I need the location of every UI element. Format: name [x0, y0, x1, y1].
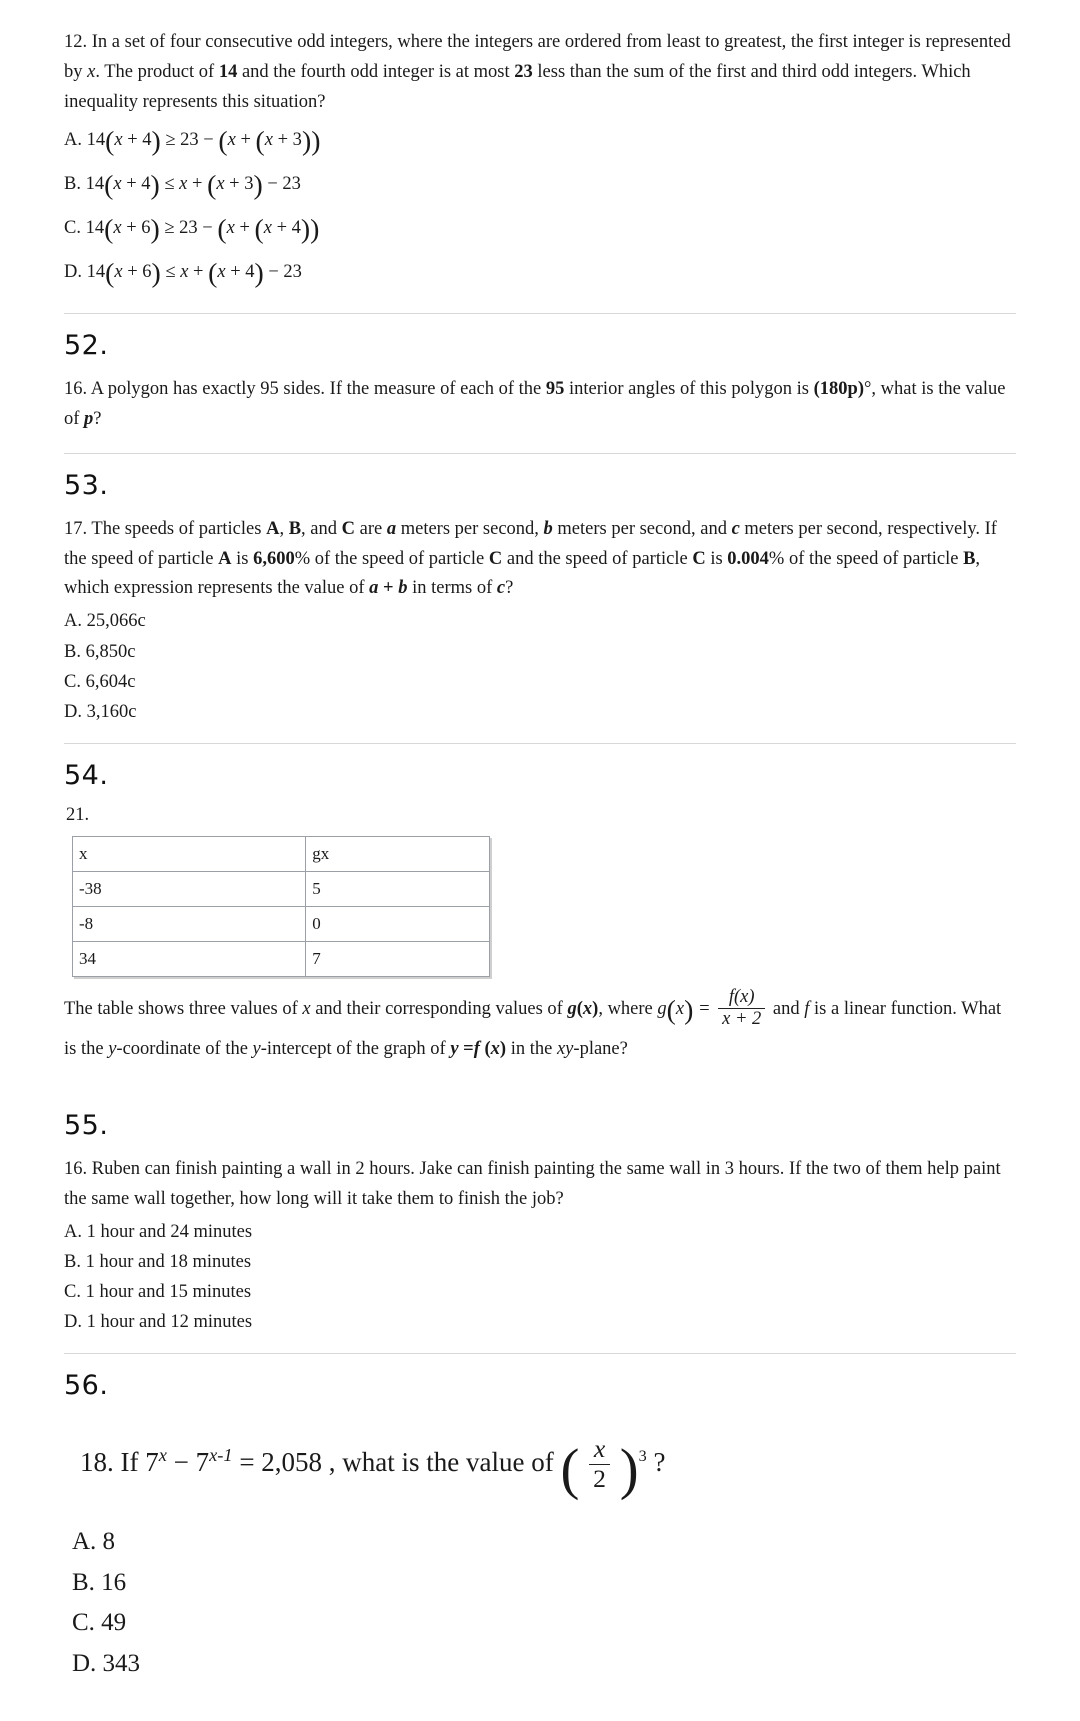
table-row	[73, 871, 490, 906]
choice-b[interactable]: B. 1 hour and 18 minutes	[64, 1252, 252, 1273]
table-cell-x-3: 34	[73, 941, 306, 976]
table-row-header	[73, 836, 490, 871]
choice-a[interactable]: A. 8	[72, 1528, 116, 1556]
section-53-question-number: 17.	[64, 518, 88, 539]
table-cell-gx-1: 5	[306, 871, 490, 906]
section-52-stem: 16. A polygon has exactly 95 sides. If the measure of each of the 95 interior angles of this polygon is (180p)°, what is the value of p?	[64, 378, 1006, 429]
choice-b[interactable]: B. 14(x + 4) ≤ x + (x + 3) − 23	[64, 170, 301, 202]
section-55	[64, 1110, 1016, 1347]
table-cell-x-1: -38	[73, 871, 306, 906]
choice-c[interactable]: C. 49	[72, 1609, 127, 1637]
section-52-label: 52.	[64, 329, 109, 361]
section-56	[64, 1370, 1016, 1694]
choice-c[interactable]: C. 6,604c	[64, 671, 136, 692]
section-56-stem: 18. If $7^x - 7^{x-1} = 2,058$ , what is the value of ( $\frac{x}{2}$ )$^3$ ?	[80, 1433, 666, 1502]
question-12	[64, 28, 1016, 307]
section-54-question-number: 21.	[66, 804, 90, 825]
divider	[64, 1353, 1016, 1354]
section-52	[64, 330, 1016, 447]
table-header-x: x	[73, 836, 306, 871]
section-55-label: 55.	[64, 1109, 109, 1141]
table-cell-gx-2: 0	[306, 906, 490, 941]
divider	[64, 313, 1016, 314]
choice-d[interactable]: D. 1 hour and 12 minutes	[64, 1312, 253, 1333]
choice-c[interactable]: C. 14(x + 6) ≥ 23 − (x + (x + 4))	[64, 214, 320, 246]
section-53	[64, 470, 1016, 737]
choice-a[interactable]: A. 25,066c	[64, 611, 146, 632]
choice-a[interactable]: A. 14(x + 4) ≥ 23 − (x + (x + 3))	[64, 125, 321, 157]
values-table	[72, 836, 490, 977]
section-56-label: 56.	[64, 1370, 109, 1402]
choice-d[interactable]: D. 343	[72, 1649, 141, 1677]
section-54	[64, 760, 1016, 1094]
choice-d[interactable]: D. 3,160c	[64, 701, 137, 722]
section-55-choices	[64, 1217, 1016, 1337]
formula-g-of-x: g(x) = $\frac{f(x)}{x + 2}$	[657, 999, 773, 1019]
question-12-stem: 12. In a set of four consecutive odd integers, where the integers are ordered from least to greatest, the first integer is represented by x. The product of 14 and the fourth odd integer is at most 23 less than the sum of the first and third odd integers. Which inequality represents this situation?	[64, 32, 1011, 112]
table-row	[73, 941, 490, 976]
section-56-choices	[64, 1522, 1016, 1684]
choice-b[interactable]: B. 16	[72, 1568, 127, 1596]
question-12-number: 12.	[64, 32, 88, 52]
section-53-stem: 17. The speeds of particles A, B, and C are a meters per second, b meters per second, and c meters per second, respectively. If the speed of particle A is 6,600% of the speed of particle C and the speed of particle C is 0.004% of the speed of particle B, which expression represents the value of a + b in terms of c?	[64, 518, 997, 599]
divider	[64, 453, 1016, 454]
section-55-stem: 16. Ruben can finish painting a wall in 2 hours. Jake can finish painting the same wall in 3 hours. If the two of them help paint the same wall together, how long will it take them to finish the job?	[64, 1158, 1001, 1209]
section-56-question-number: 18.	[80, 1447, 114, 1478]
section-53-label: 53.	[64, 469, 109, 501]
section-52-question-number: 16.	[64, 378, 88, 399]
section-54-caption: The table shows three values of x and their corresponding values of g(x), where g(x) = $\frac{f(x)}{x + 2}$ and f is a linear function. What is the y-coordinate of the y-intercept of the graph of y =f (x) in the xy-plane?	[64, 986, 1002, 1060]
section-54-label: 54.	[64, 759, 109, 791]
table-cell-gx-3: 7	[306, 941, 490, 976]
table-header-gx: gx	[306, 836, 490, 871]
choice-d[interactable]: D. 14(x + 6) ≤ x + (x + 4) − 23	[64, 258, 302, 290]
choice-a[interactable]: A. 1 hour and 24 minutes	[64, 1221, 253, 1242]
choice-b[interactable]: B. 6,850c	[64, 641, 136, 662]
section-55-question-number: 16.	[64, 1158, 88, 1179]
table-row	[73, 906, 490, 941]
table-cell-x-2: -8	[73, 906, 306, 941]
question-12-choices	[64, 120, 1016, 297]
divider	[64, 743, 1016, 744]
section-53-choices	[64, 606, 1016, 726]
choice-c[interactable]: C. 1 hour and 15 minutes	[64, 1282, 252, 1303]
